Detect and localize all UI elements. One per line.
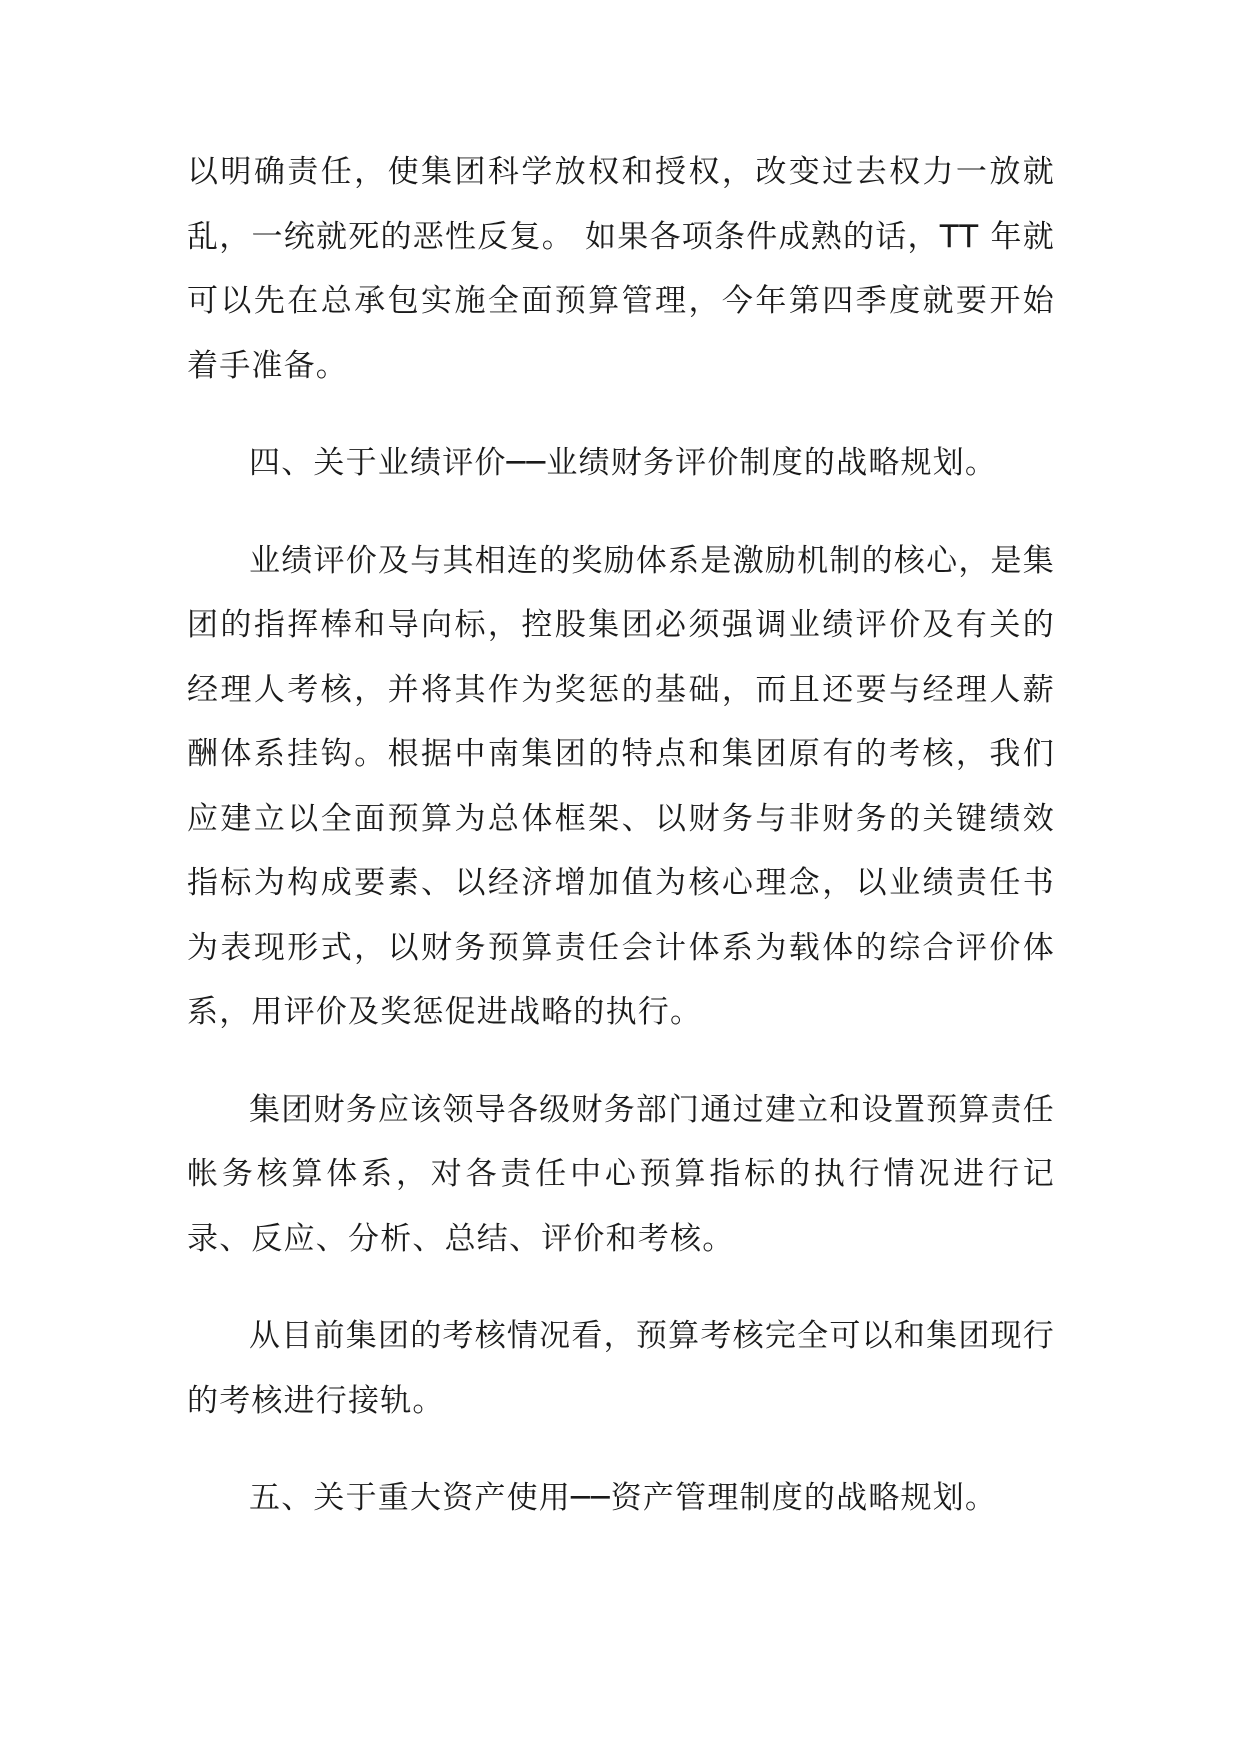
paragraph-performance-system: 业绩评价及与其相连的奖励体系是激励机制的核心，是集团的指挥棒和导向标，控股集团必须强调业绩评价及有关的经理人考核，并将其作为奖惩的基础，而且还要与经理人薪酬体系挂钩。根据中南集团的特点和集团原有的考核，我们应建立以全面预算为总体框架、以财务与非财务的关键绩效指标为构成要素、以经济增加值为核心理念，以业绩责任书为表现形式，以财务预算责任会计体系为载体的综合评价体系，用评价及奖惩促进战略的执行。 bbox=[187, 542, 1055, 1030]
paragraph-gap bbox=[187, 1045, 1055, 1078]
heading-performance-evaluation: 四、关于业绩评价──业绩财务评价制度的战略规划。 bbox=[249, 445, 998, 481]
paragraph-gap bbox=[187, 1271, 1055, 1304]
paragraph-gap bbox=[187, 496, 1055, 529]
paragraph-finance-accounting: 集团财务应该领导各级财务部门通过建立和设置预算责任帐务核算体系，对各责任中心预算指标的执行情况进行记录、反应、分析、总结、评价和考核。 bbox=[187, 1091, 1055, 1257]
paragraph-budget-management: 以明确责任，使集团科学放权和授权，改变过去权力一放就乱，一统就死的恶性反复。 如果各项条件成熟的话，TT 年就可以先在总承包实施全面预算管理，今年第四季度就要开始着手准备。 bbox=[187, 154, 1055, 384]
document-page bbox=[187, 140, 1055, 1531]
heading-asset-management: 五、关于重大资产使用──资产管理制度的战略规划。 bbox=[249, 1480, 998, 1516]
paragraph-assessment-alignment: 从目前集团的考核情况看，预算考核完全可以和集团现行的考核进行接轨。 bbox=[187, 1318, 1055, 1419]
paragraph-gap bbox=[187, 398, 1055, 431]
paragraph-gap bbox=[187, 1433, 1055, 1466]
